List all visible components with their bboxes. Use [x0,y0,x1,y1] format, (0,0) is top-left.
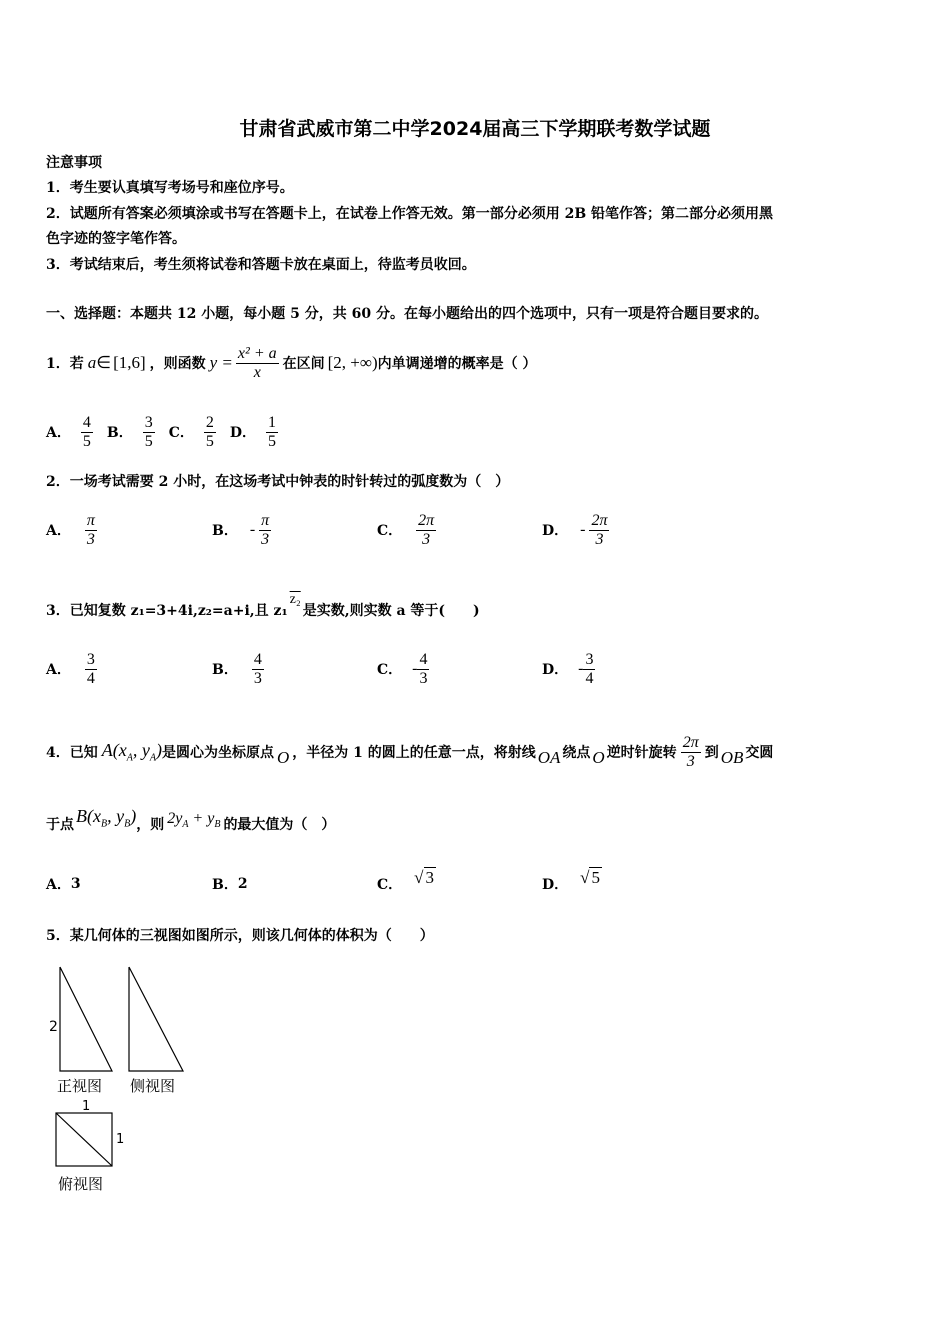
q4-text-2: ，半径为 1 的圆上的任意一点，将射线 [292,745,536,761]
q3-option-a-label: A． [46,662,71,678]
q1-option-a-label: A． [46,425,71,441]
front-view-label: 正视图 [57,1077,103,1095]
q2-option-b[interactable] [212,506,271,554]
page-title: 甘肃省武威市第二中学2024届高三下学期联考数学试题 [239,118,711,140]
q4-text-6: 交圆 [745,745,774,761]
q4-option-c-label: C． [377,877,403,893]
q1-in-symbol: ∈ [96,353,112,372]
q3-conjugate-z2: z₂ [289,592,301,607]
q1-option-c-value[interactable]: $\frac{2}{5}$ [205,413,214,450]
q4-option-b-value: 2 [237,876,248,892]
q4-ray-ob: OB [720,748,744,767]
q3-option-d[interactable] [542,645,595,693]
q3-prefix: 3．已知复数 z₁=3+4i,z₂=a+i,且 z₁ [46,603,288,619]
q4-prefix: 4．已知 [46,745,98,761]
height-label: 2 [49,1019,58,1035]
q3-option-a[interactable] [46,645,97,693]
q1-var-a: a [87,353,97,372]
q4-rotation-angle: $\frac{2\pi}{3}$ [682,733,699,770]
q2-option-c[interactable] [377,506,436,554]
q2-option-a-fraction: $\frac{\pi}{3}$ [86,511,95,548]
q4-text-8: 的最大值为（ ） [223,817,336,833]
q3-option-d-sign: - [578,660,584,677]
q4-option-b[interactable] [212,866,248,902]
q2-option-b-sign: - [249,521,256,538]
q4-option-d[interactable] [542,866,602,902]
q4-point-a: $A(x_A$, $y_A$) [101,740,162,764]
q3-option-b-label: B． [212,662,238,678]
q4-option-d-label: D． [542,877,569,893]
q1-option-d-value[interactable]: $\frac{1}{5}$ [268,413,277,450]
q2-option-b-label: B． [212,523,238,539]
q3-option-b-fraction: $\frac{4}{3}$ [253,650,262,687]
q1-mid: ，则函数 [149,356,206,372]
q4-options [46,866,606,902]
notice-item-2-cont: 色字迹的签字笔作答。 [46,231,186,247]
q1-option-d-label: D． [229,425,257,441]
question-5: 5．某几何体的三视图如图所示，则该几何体的体积为（ ） [46,928,434,944]
q4-option-d-sqrt: √ 5 [580,868,600,887]
q3-option-d-fraction: $\frac{3}{4}$ [585,650,594,687]
q4-text-4: 逆时针旋转 [606,745,677,761]
q2-option-d-fraction: $\frac{2\pi}{3}$ [591,511,608,548]
q2-option-a-label: A． [46,523,71,539]
q1-function-fraction [236,345,279,382]
q3-option-c[interactable] [377,645,429,693]
notice-heading: 注意事项 [46,155,102,171]
q4-option-a[interactable] [46,866,81,902]
question-1 [46,338,537,388]
question-4 [46,728,773,776]
notice-item-3: 3．考试结束后，考生须将试卷和答题卡放在桌面上，待监考员收回。 [46,257,476,273]
q3-suffix: 是实数,则实数 a 等于( ) [302,603,480,619]
q4-option-c-sqrt: √ 3 [414,868,434,887]
q1-options [46,410,292,454]
q4-origin-1: O [276,748,290,767]
q4-line-2 [46,806,335,842]
question-2: 2．一场考试需要 2 小时，在这场考试中钟表的时针转过的弧度数为（ ） [46,474,510,490]
q3-option-c-label: C． [377,662,403,678]
q4-text-1: 是圆心为坐标原点 [161,745,274,761]
q1-option-b-label: B． [106,425,133,441]
q2-option-c-label: C． [377,523,403,539]
q1-prefix: 1．若 [46,356,84,372]
section-heading: 一、选择题：本题共 12 小题，每小题 5 分，共 60 分。在每小题给出的四个选项中，只有一项是符合题目要求的。 [46,306,768,322]
q4-line2-prefix: 于点 [46,817,74,833]
q3-option-c-sign: - [412,660,418,677]
three-view-figure [40,955,210,1200]
front-view [60,967,112,1071]
q4-option-b-label: B． [212,877,238,893]
q4-ray-oa: OA [537,748,561,767]
side-view [129,967,183,1071]
q1-interval2: [2, +∞) [327,353,378,372]
q4-expression: $2y_A + y_B$ [167,809,221,831]
q4-point-b: $B(x_B$, $y_B$) [76,806,137,830]
q2-options [46,506,606,554]
q3-options [46,645,606,693]
q1-y-eq: y = [209,353,233,372]
q3-option-c-fraction: $\frac{4}{3}$ [419,650,428,687]
notice-item-2: 2．试题所有答案必须填涂或书写在答题卡上，在试卷上作答无效。第一部分必须用 2B 铅笔作答；第二部分必须用黑 [46,206,774,222]
q2-option-d-sign: - [580,521,586,538]
q2-option-d[interactable] [542,506,609,554]
q4-text-3: 绕点 [562,745,591,761]
top-view [56,1113,112,1166]
q3-option-d-label: D． [542,662,569,678]
q3-option-a-fraction: $\frac{3}{4}$ [86,650,95,687]
notice-item-1: 1．考生要认真填写考场号和座位序号。 [46,180,294,196]
q2-option-a[interactable] [46,506,97,554]
q4-option-c[interactable] [377,866,436,902]
q2-option-b-fraction: $\frac{\pi}{3}$ [261,511,270,548]
q4-text-5: 到 [704,745,719,761]
q4-option-a-label: A． [46,877,71,893]
q4-origin-2: O [592,748,605,767]
top-view-label: 俯视图 [58,1175,104,1193]
q1-mid2: 在区间 [282,356,325,372]
q1-interval: [1,6] [113,353,146,372]
q1-fn-numerator: x² + a [237,344,277,362]
top-width-label: 1 [82,1099,91,1114]
q4-option-a-value: 3 [70,876,81,892]
q2-option-c-fraction: $\frac{2\pi}{3}$ [418,511,435,548]
side-view-label: 侧视图 [130,1077,176,1095]
top-depth-label: 1 [116,1132,125,1147]
q3-option-b[interactable] [212,645,264,693]
question-3 [46,594,480,620]
q1-fn-denominator: x [253,363,261,381]
q1-option-c-label: C． [168,425,194,441]
q2-option-d-label: D． [542,523,569,539]
q1-option-a-value[interactable]: $\frac{4}{5}$ [82,413,91,450]
q1-suffix: 内单调递增的概率是（ ） [377,356,537,372]
q4-text-7: ，则 [136,817,165,833]
q1-option-b-value[interactable]: $\frac{3}{5}$ [144,413,153,450]
